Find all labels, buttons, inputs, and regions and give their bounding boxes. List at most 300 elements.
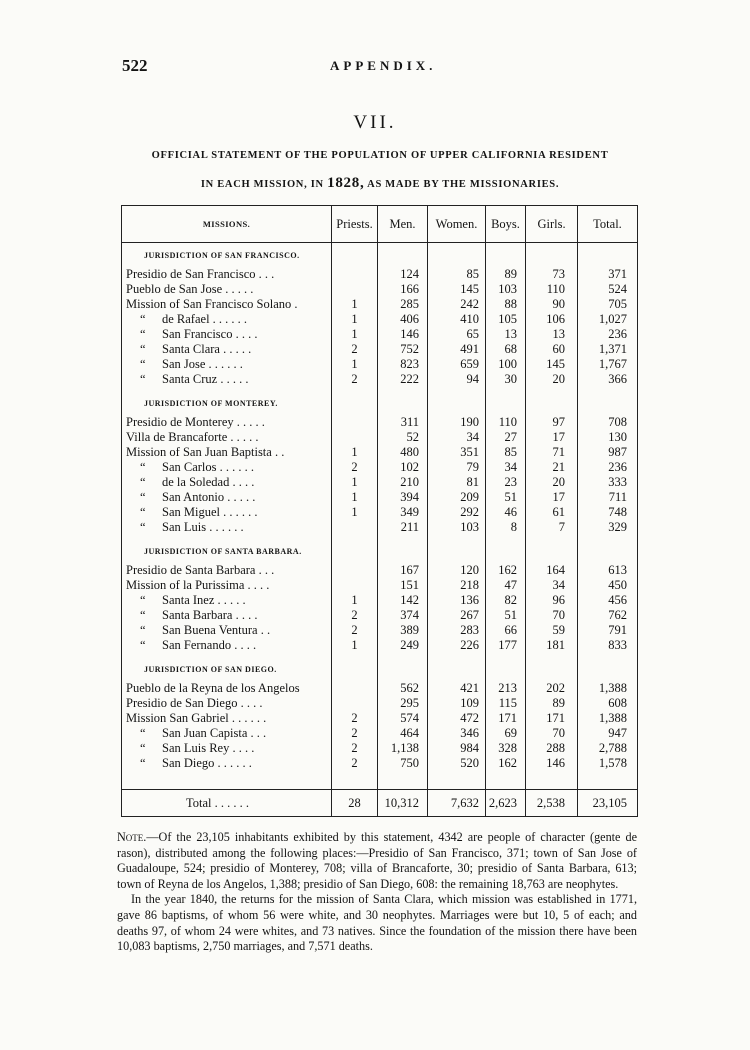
boys-cell: 66: [486, 623, 526, 638]
table-row: [122, 475, 638, 490]
women-cell: 218: [428, 578, 486, 593]
mission-name-cell: [122, 267, 332, 282]
men-cell: 389: [378, 623, 428, 638]
empty-cell: [526, 539, 578, 563]
women-cell: 79: [428, 460, 486, 475]
men-cell: 394: [378, 490, 428, 505]
page-number: 522: [122, 56, 148, 75]
total-cell: 2,788: [578, 741, 638, 756]
priests-cell: 1: [332, 638, 378, 653]
mission-name-cell: [122, 460, 332, 475]
section-title: JURISDICTION OF MONTEREY.: [122, 391, 332, 415]
women-cell: 85: [428, 267, 486, 282]
priests-cell: 1: [332, 593, 378, 608]
girls-cell: 13: [526, 327, 578, 342]
girls-cell: 288: [526, 741, 578, 756]
table-row: [122, 460, 638, 475]
girls-cell: 146: [526, 756, 578, 771]
total-cell: 947: [578, 726, 638, 741]
men-cell: 210: [378, 475, 428, 490]
ditto-mark: “: [140, 505, 146, 519]
priests-cell: 1: [332, 490, 378, 505]
header-women: Women.: [428, 206, 486, 243]
mission-name: de la Soledad . . . .: [162, 475, 255, 489]
men-cell: 167: [378, 563, 428, 578]
mission-name-cell: [122, 297, 332, 312]
note: [117, 830, 637, 955]
total-cell: 705: [578, 297, 638, 312]
spacer-cell: [378, 775, 428, 790]
ditto-mark: “: [140, 327, 146, 341]
men-cell: 222: [378, 372, 428, 387]
spacer-cell: [122, 775, 332, 790]
mission-name: San Buena Ventura . .: [162, 623, 271, 637]
boys-cell: 34: [486, 460, 526, 475]
total-girls-cell: 2,538: [526, 790, 578, 817]
total-cell: 1,767: [578, 357, 638, 372]
section-heading-row: [122, 391, 638, 415]
ditto-mark: “: [140, 490, 146, 504]
boys-cell: 88: [486, 297, 526, 312]
men-cell: 406: [378, 312, 428, 327]
section-number: VII.: [353, 112, 397, 133]
total-cell: 236: [578, 327, 638, 342]
empty-cell: [526, 657, 578, 681]
ditto-mark: “: [140, 312, 146, 326]
mission-name-cell: [122, 475, 332, 490]
mission-name: San Miguel . . . . . .: [162, 505, 258, 519]
empty-cell: [378, 539, 428, 563]
empty-cell: [578, 243, 638, 268]
mission-name: San Luis Rey . . . .: [162, 741, 255, 755]
priests-cell: [332, 520, 378, 535]
note-paragraph-2: In the year 1840, the returns for the mission of Santa Clara, which mission was established in 1771, gave 86 baptisms, of whom 56 were white, and 30 neophytes. Marriages were but 10, 5 of each; and deaths 97, of whom 24 were whites, and 73 natives. Since the foundation of the mission there have been 10,083 baptisms, 2,750 marriages, and 7,571 deaths.: [117, 892, 637, 954]
empty-cell: [486, 657, 526, 681]
men-cell: 166: [378, 282, 428, 297]
boys-cell: 103: [486, 282, 526, 297]
mission-name: Presidio de Santa Barbara . . .: [126, 563, 275, 577]
women-cell: 109: [428, 696, 486, 711]
total-cell: 333: [578, 475, 638, 490]
boys-cell: 51: [486, 608, 526, 623]
section-title: JURISDICTION OF SAN DIEGO.: [122, 657, 332, 681]
table-row: [122, 593, 638, 608]
empty-cell: [332, 391, 378, 415]
population-table: [121, 205, 638, 817]
total-men-cell: 10,312: [378, 790, 428, 817]
table-row: [122, 726, 638, 741]
empty-cell: [486, 391, 526, 415]
mission-name-cell: [122, 638, 332, 653]
boys-cell: 89: [486, 267, 526, 282]
spacer-cell: [486, 775, 526, 790]
girls-cell: 17: [526, 430, 578, 445]
boys-cell: 162: [486, 563, 526, 578]
men-cell: 349: [378, 505, 428, 520]
total-cell: 1,027: [578, 312, 638, 327]
priests-cell: 1: [332, 475, 378, 490]
priests-cell: 2: [332, 741, 378, 756]
total-cell: 450: [578, 578, 638, 593]
ditto-mark: “: [140, 638, 146, 652]
men-cell: 285: [378, 297, 428, 312]
ditto-mark: “: [140, 608, 146, 622]
ditto-mark: “: [140, 520, 146, 534]
boys-cell: 8: [486, 520, 526, 535]
priests-cell: [332, 681, 378, 696]
total-cell: 329: [578, 520, 638, 535]
ditto-mark: “: [140, 460, 146, 474]
priests-cell: 2: [332, 342, 378, 357]
mission-name-cell: [122, 372, 332, 387]
mission-name-cell: [122, 357, 332, 372]
mission-name-cell: [122, 593, 332, 608]
spacer-cell: [526, 775, 578, 790]
total-cell: 608: [578, 696, 638, 711]
section-heading-row: [122, 539, 638, 563]
mission-name-cell: [122, 327, 332, 342]
girls-cell: 60: [526, 342, 578, 357]
men-cell: 151: [378, 578, 428, 593]
empty-cell: [378, 391, 428, 415]
girls-cell: 70: [526, 726, 578, 741]
note-paragraph-1-text: —Of the 23,105 inhabitants exhibited by this statement, 4342 are people of character (gente de rason), distributed among the following places:—Presidio of San Francisco, 371; town of San Jose of Guadaloupe, 524; presidio of Monterey, 708; villa of Brancaforte, 30; presidio of Santa Barbara, 613; town of Reyna de los Angelos, 1,388; presidio of San Diego, 608: the remaining 18,763 are neophytes.: [117, 830, 637, 891]
total-cell: 236: [578, 460, 638, 475]
table-title-line-2: [150, 175, 610, 192]
men-cell: 374: [378, 608, 428, 623]
mission-name: San Antonio . . . . .: [162, 490, 256, 504]
mission-name: Santa Inez . . . . .: [162, 593, 246, 607]
note-paragraph-1: [117, 830, 637, 892]
table-row: [122, 696, 638, 711]
priests-cell: 2: [332, 756, 378, 771]
mission-name-cell: [122, 312, 332, 327]
priests-cell: [332, 415, 378, 430]
women-cell: 209: [428, 490, 486, 505]
mission-name: San Juan Capista . . .: [162, 726, 267, 740]
boys-cell: 23: [486, 475, 526, 490]
total-label: Total . . . . . .: [122, 790, 332, 817]
boys-cell: 68: [486, 342, 526, 357]
total-cell: 524: [578, 282, 638, 297]
mission-name-cell: [122, 445, 332, 460]
ditto-mark: “: [140, 357, 146, 371]
mission-name: Villa de Brancaforte . . . . .: [126, 430, 259, 444]
boys-cell: 110: [486, 415, 526, 430]
table-row: [122, 267, 638, 282]
mission-name: Presidio de San Diego . . . .: [126, 696, 263, 710]
mission-name: San Carlos . . . . . .: [162, 460, 255, 474]
women-cell: 520: [428, 756, 486, 771]
header-row: [122, 206, 638, 243]
ditto-mark: “: [140, 372, 146, 386]
boys-cell: 328: [486, 741, 526, 756]
empty-cell: [428, 391, 486, 415]
men-cell: 311: [378, 415, 428, 430]
empty-cell: [578, 539, 638, 563]
priests-cell: 1: [332, 297, 378, 312]
women-cell: 81: [428, 475, 486, 490]
header-girls: Girls.: [526, 206, 578, 243]
girls-cell: 73: [526, 267, 578, 282]
girls-cell: 70: [526, 608, 578, 623]
women-cell: 351: [428, 445, 486, 460]
mission-name: Pueblo de San Jose . . . . .: [126, 282, 254, 296]
boys-cell: 27: [486, 430, 526, 445]
mission-name: Santa Barbara . . . .: [162, 608, 258, 622]
women-cell: 410: [428, 312, 486, 327]
total-cell: 987: [578, 445, 638, 460]
girls-cell: 164: [526, 563, 578, 578]
girls-cell: 96: [526, 593, 578, 608]
mission-name-cell: [122, 741, 332, 756]
mission-name: San Luis . . . . . .: [162, 520, 244, 534]
boys-cell: 105: [486, 312, 526, 327]
boys-cell: 177: [486, 638, 526, 653]
empty-cell: [332, 243, 378, 268]
women-cell: 242: [428, 297, 486, 312]
empty-cell: [526, 243, 578, 268]
total-cell: 613: [578, 563, 638, 578]
empty-cell: [428, 539, 486, 563]
title-year: 1828,: [327, 175, 365, 191]
mission-name: Presidio de San Francisco . . .: [126, 267, 275, 281]
girls-cell: 20: [526, 372, 578, 387]
section-title: JURISDICTION OF SAN FRANCISCO.: [122, 243, 332, 268]
empty-cell: [486, 539, 526, 563]
girls-cell: 97: [526, 415, 578, 430]
women-cell: 190: [428, 415, 486, 430]
mission-name-cell: [122, 696, 332, 711]
total-cell: 366: [578, 372, 638, 387]
boys-cell: 30: [486, 372, 526, 387]
table-row: [122, 415, 638, 430]
mission-name: Santa Clara . . . . .: [162, 342, 252, 356]
girls-cell: 20: [526, 475, 578, 490]
men-cell: 249: [378, 638, 428, 653]
ditto-mark: “: [140, 726, 146, 740]
table-row: [122, 756, 638, 771]
priests-cell: 1: [332, 445, 378, 460]
girls-cell: 17: [526, 490, 578, 505]
men-cell: 1,138: [378, 741, 428, 756]
priests-cell: 2: [332, 608, 378, 623]
men-cell: 295: [378, 696, 428, 711]
boys-cell: 85: [486, 445, 526, 460]
women-cell: 120: [428, 563, 486, 578]
spacer-cell: [332, 775, 378, 790]
men-cell: 562: [378, 681, 428, 696]
empty-cell: [428, 657, 486, 681]
total-cell: 711: [578, 490, 638, 505]
table-row: [122, 578, 638, 593]
men-cell: 480: [378, 445, 428, 460]
title-line-2-post: AS MADE BY THE MISSIONARIES.: [367, 179, 560, 190]
mission-name-cell: [122, 505, 332, 520]
table-row: [122, 505, 638, 520]
men-cell: 211: [378, 520, 428, 535]
total-cell: 1,371: [578, 342, 638, 357]
girls-cell: 181: [526, 638, 578, 653]
priests-cell: 2: [332, 460, 378, 475]
empty-cell: [486, 243, 526, 268]
women-cell: 267: [428, 608, 486, 623]
total-cell: 791: [578, 623, 638, 638]
table-row: [122, 445, 638, 460]
ditto-mark: “: [140, 741, 146, 755]
empty-cell: [428, 243, 486, 268]
boys-cell: 162: [486, 756, 526, 771]
section-heading-row: [122, 657, 638, 681]
mission-name: Presidio de Monterey . . . . .: [126, 415, 265, 429]
total-row: [122, 790, 638, 817]
priests-cell: 1: [332, 357, 378, 372]
men-cell: 823: [378, 357, 428, 372]
mission-name: de Rafael . . . . . .: [162, 312, 248, 326]
priests-cell: 2: [332, 726, 378, 741]
boys-cell: 213: [486, 681, 526, 696]
men-cell: 146: [378, 327, 428, 342]
men-cell: 142: [378, 593, 428, 608]
women-cell: 421: [428, 681, 486, 696]
table-row: [122, 372, 638, 387]
mission-name-cell: [122, 520, 332, 535]
mission-name-cell: [122, 681, 332, 696]
mission-name: San Jose . . . . . .: [162, 357, 243, 371]
ditto-mark: “: [140, 623, 146, 637]
table-row: [122, 741, 638, 756]
table-row: [122, 297, 638, 312]
table-row: [122, 282, 638, 297]
table-title-line-1: OFFICIAL STATEMENT OF THE POPULATION OF UPPER CALIFORNIA RESIDENT: [151, 150, 609, 161]
boys-cell: 100: [486, 357, 526, 372]
boys-cell: 69: [486, 726, 526, 741]
table-row: [122, 711, 638, 726]
priests-cell: [332, 267, 378, 282]
mission-name: San Diego . . . . . .: [162, 756, 252, 770]
header-men: Men.: [378, 206, 428, 243]
total-cell: 456: [578, 593, 638, 608]
girls-cell: 59: [526, 623, 578, 638]
men-cell: 52: [378, 430, 428, 445]
priests-cell: [332, 430, 378, 445]
men-cell: 750: [378, 756, 428, 771]
total-women-cell: 7,632: [428, 790, 486, 817]
boys-cell: 115: [486, 696, 526, 711]
table-row: [122, 638, 638, 653]
women-cell: 659: [428, 357, 486, 372]
women-cell: 283: [428, 623, 486, 638]
mission-name: San Francisco . . . .: [162, 327, 258, 341]
boys-cell: 171: [486, 711, 526, 726]
girls-cell: 61: [526, 505, 578, 520]
men-cell: 752: [378, 342, 428, 357]
total-cell: 1,388: [578, 681, 638, 696]
mission-name-cell: [122, 623, 332, 638]
table-row: [122, 342, 638, 357]
priests-cell: [332, 282, 378, 297]
table-row: [122, 312, 638, 327]
mission-name: Mission San Gabriel . . . . . .: [126, 711, 267, 725]
mission-name: San Fernando . . . .: [162, 638, 257, 652]
total-cell: 708: [578, 415, 638, 430]
men-cell: 102: [378, 460, 428, 475]
women-cell: 65: [428, 327, 486, 342]
empty-cell: [526, 391, 578, 415]
total-boys-cell: 2,623: [486, 790, 526, 817]
women-cell: 346: [428, 726, 486, 741]
table-row: [122, 490, 638, 505]
mission-name-cell: [122, 726, 332, 741]
women-cell: 34: [428, 430, 486, 445]
note-lead: Note.: [117, 830, 147, 844]
total-cell: 371: [578, 267, 638, 282]
men-cell: 574: [378, 711, 428, 726]
mission-name: Mission of San Francisco Solano .: [126, 297, 298, 311]
priests-cell: 1: [332, 505, 378, 520]
priests-cell: [332, 563, 378, 578]
spacer-cell: [428, 775, 486, 790]
girls-cell: 71: [526, 445, 578, 460]
girls-cell: 171: [526, 711, 578, 726]
table-row: [122, 681, 638, 696]
mission-name-cell: [122, 342, 332, 357]
header-boys: Boys.: [486, 206, 526, 243]
women-cell: 491: [428, 342, 486, 357]
header-missions: MISSIONS.: [122, 206, 332, 243]
women-cell: 292: [428, 505, 486, 520]
women-cell: 145: [428, 282, 486, 297]
table-row: [122, 327, 638, 342]
empty-cell: [578, 391, 638, 415]
women-cell: 94: [428, 372, 486, 387]
women-cell: 472: [428, 711, 486, 726]
mission-name-cell: [122, 578, 332, 593]
ditto-mark: “: [140, 593, 146, 607]
women-cell: 226: [428, 638, 486, 653]
girls-cell: 106: [526, 312, 578, 327]
mission-name: Pueblo de la Reyna de los Angelos: [126, 681, 300, 695]
table-row: [122, 608, 638, 623]
section-title: JURISDICTION OF SANTA BARBARA.: [122, 539, 332, 563]
ditto-mark: “: [140, 475, 146, 489]
priests-cell: 2: [332, 372, 378, 387]
girls-cell: 7: [526, 520, 578, 535]
girls-cell: 89: [526, 696, 578, 711]
priests-cell: 2: [332, 711, 378, 726]
mission-name-cell: [122, 430, 332, 445]
total-priests-cell: 28: [332, 790, 378, 817]
men-cell: 464: [378, 726, 428, 741]
table-row: [122, 520, 638, 535]
ditto-mark: “: [140, 756, 146, 770]
mission-name: Mission of San Juan Baptista . .: [126, 445, 285, 459]
mission-name-cell: [122, 415, 332, 430]
boys-cell: 46: [486, 505, 526, 520]
mission-name-cell: [122, 711, 332, 726]
women-cell: 136: [428, 593, 486, 608]
boys-cell: 82: [486, 593, 526, 608]
empty-cell: [378, 657, 428, 681]
header-total: Total.: [578, 206, 638, 243]
girls-cell: 202: [526, 681, 578, 696]
boys-cell: 51: [486, 490, 526, 505]
ditto-mark: “: [140, 342, 146, 356]
priests-cell: [332, 696, 378, 711]
total-cell: 748: [578, 505, 638, 520]
total-cell: 762: [578, 608, 638, 623]
mission-name-cell: [122, 282, 332, 297]
